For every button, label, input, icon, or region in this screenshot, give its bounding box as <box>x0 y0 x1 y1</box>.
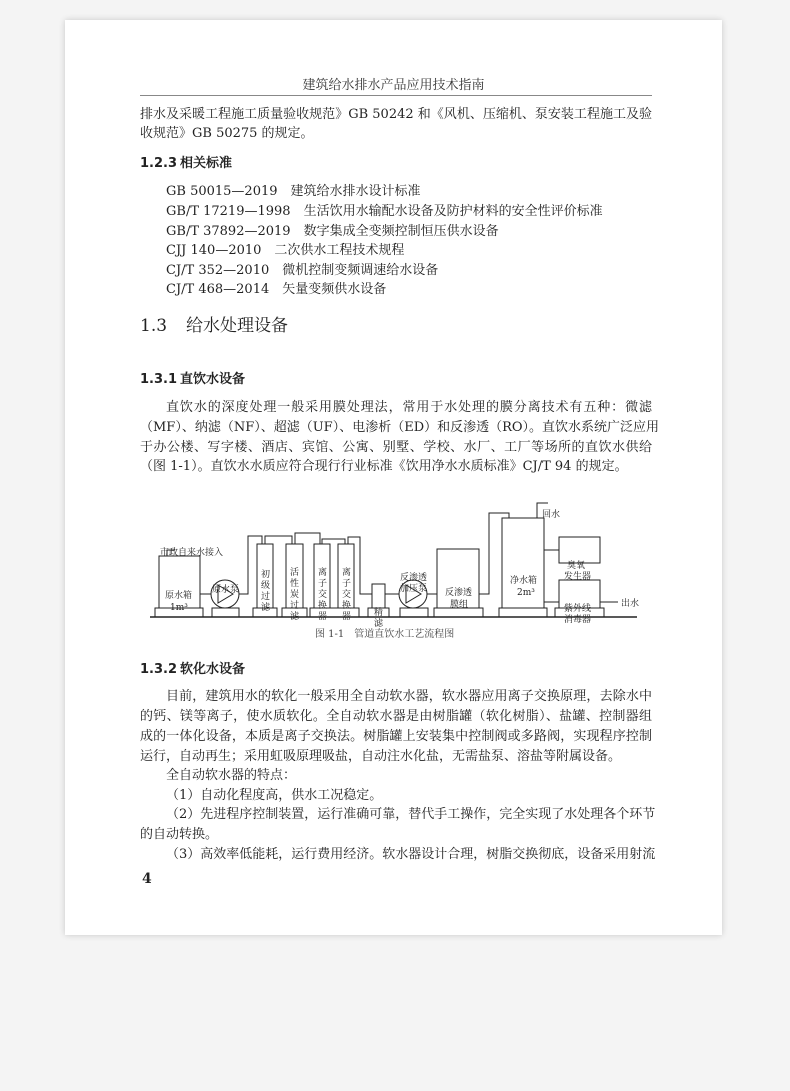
body-line: 收规范》GB 50275 的规定。 <box>140 126 314 141</box>
body-line: 全自动软水器的特点： <box>166 768 297 783</box>
label-ion-exchanger: 器 <box>318 612 328 622</box>
feature-item: （1）自动化程度高，供水工况稳定。 <box>166 788 383 803</box>
standard-code: CJJ 140—2010 <box>166 243 262 258</box>
section-number: 1.3.1 <box>140 372 178 387</box>
page-number: 4 <box>142 871 152 887</box>
body-line: 直饮水的深度处理一般采用膜处理法，常用于水处理的膜分离技术有五种：微滤 <box>166 400 652 415</box>
label-ro-pump: 加压泵 <box>400 584 428 594</box>
label-raw-pump: 原水泵 <box>212 585 240 595</box>
label-ro-membrane: 反渗透 <box>445 588 473 598</box>
label-fine-filter: 滤 <box>374 619 384 629</box>
label-ion-exchanger: 交 <box>342 590 352 600</box>
standard-name: 二次供水工程技术规程 <box>274 243 405 258</box>
standard-name: 矢量变频供水设备 <box>282 282 387 297</box>
body-line: 目前，建筑用水的软化一般采用全自动软水器，软水器应用离子交换原理，去除水中 <box>166 689 652 704</box>
body-line: 的钙、镁等离子，使水质软化。全自动软水器是由树脂罐（软化树脂）、盐罐、控制器组 <box>140 709 652 724</box>
label-primary-filter: 过 <box>261 592 271 602</box>
label-carbon-filter: 炭 <box>290 590 300 600</box>
fine-filter <box>372 584 385 608</box>
body-line: （图 1-1）。直饮水水质应符合现行行业标准《饮用净水水质标准》CJ/T 94 的规定。 <box>140 459 628 474</box>
book-page <box>65 20 722 935</box>
label-ion-exchanger: 器 <box>342 612 352 622</box>
standard-name: 微机控制变频调速给水设备 <box>282 263 439 278</box>
label-clean-tank: 净水箱 <box>510 576 538 586</box>
standard-code: GB/T 37892—2019 <box>166 224 291 239</box>
body-line: （MF）、纳滤（NF）、超滤（UF）、电渗析（ED）和反渗透（RO）。直饮水系统广泛应用 <box>140 420 660 435</box>
label-carbon-filter: 性 <box>290 579 300 589</box>
figure-caption: 图 1-1 管道直饮水工艺流程图 <box>315 629 455 640</box>
label-ro-pump: 反渗透 <box>400 573 428 583</box>
standard-name: 数字集成全变频控制恒压供水设备 <box>303 224 499 239</box>
label-ro-membrane: 膜组 <box>450 600 469 610</box>
section-title: 给水处理设备 <box>186 316 288 336</box>
running-header: 建筑给水排水产品应用技术指南 <box>302 78 485 93</box>
label-ion-exchanger: 子 <box>342 579 352 589</box>
section-title: 相关标准 <box>180 156 233 171</box>
label-raw-tank: 原水箱 <box>165 591 193 601</box>
body-line: 运行，自动再生；采用虹吸原理吸盐，自动注水化盐，无需盐泵、溶盐等附属设备。 <box>140 749 622 764</box>
label-ozone: 臭氧 <box>567 561 586 571</box>
section-title: 直饮水设备 <box>180 372 246 387</box>
label-clean-tank-volume: 2m³ <box>517 588 535 598</box>
body-line: 成的一体化设备，本质是离子交换法。树脂罐上安装集中控制阀或多路阀，实现程序控制 <box>140 729 652 744</box>
section-heading-1-3-2 <box>140 662 652 678</box>
section-number: 1.2.3 <box>140 156 178 171</box>
body-line: 于办公楼、写字楼、酒店、宾馆、公寓、别墅、学校、水厂、工厂等场所的直饮水供给 <box>140 440 652 455</box>
label-ion-exchanger: 离 <box>318 568 328 578</box>
body-line: 排水及采暖工程施工质量验收规范》GB 50242 和《风机、压缩机、泵安装工程施工及验 <box>140 107 652 122</box>
standard-name: 生活饮用水输配水设备及防护材料的安全性评价标准 <box>303 204 603 219</box>
label-uv: 紫外线 <box>564 604 592 614</box>
label-outlet: 出水 <box>621 599 640 609</box>
standard-code: GB/T 17219—1998 <box>166 204 291 219</box>
ozone-generator <box>559 537 600 563</box>
section-number: 1.3 <box>140 316 168 336</box>
label-ion-exchanger: 离 <box>342 568 352 578</box>
label-carbon-filter: 滤 <box>290 612 300 622</box>
section-title: 软化水设备 <box>180 662 246 677</box>
standard-code: GB 50015—2019 <box>166 184 278 199</box>
standard-code: CJ/T 468—2014 <box>166 282 270 297</box>
label-primary-filter: 级 <box>261 581 271 591</box>
flow-diagram <box>65 20 722 660</box>
section-number: 1.3.2 <box>140 662 178 677</box>
label-return-water: 回水 <box>542 510 561 520</box>
label-raw-tank-volume: 1m³ <box>170 603 188 613</box>
label-fine-filter: 精 <box>374 608 384 618</box>
label-uv: 消毒器 <box>564 615 592 625</box>
label-ion-exchanger: 换 <box>342 601 352 611</box>
feature-item: 的自动转换。 <box>140 827 219 842</box>
standard-name: 建筑给水排水设计标准 <box>290 184 421 199</box>
label-ozone: 发生器 <box>564 572 592 582</box>
standard-code: CJ/T 352—2010 <box>166 263 270 278</box>
label-primary-filter: 初 <box>261 570 271 580</box>
label-carbon-filter: 活 <box>290 568 300 578</box>
label-ion-exchanger: 子 <box>318 579 328 589</box>
label-ion-exchanger: 换 <box>318 601 328 611</box>
feature-item: （2）先进程序控制装置，运行准确可靠，替代手工操作，完全实现了水处理各个环节 <box>166 807 656 822</box>
label-primary-filter: 滤 <box>261 603 271 613</box>
feature-item: （3）高效率低能耗，运行费用经济。软水器设计合理，树脂交换彻底，设备采用射流 <box>166 847 656 862</box>
label-ion-exchanger: 交 <box>318 590 328 600</box>
label-carbon-filter: 过 <box>290 601 300 611</box>
label-inlet: 市政自来水接入 <box>160 548 224 558</box>
